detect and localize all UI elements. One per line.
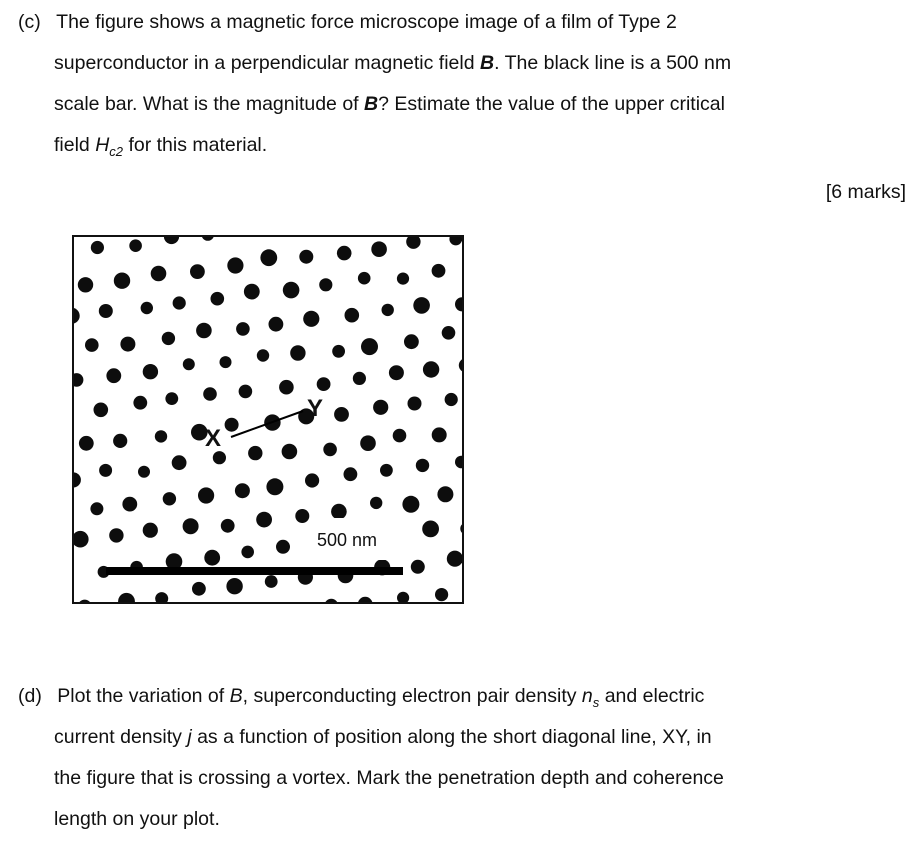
vortex-dot bbox=[99, 304, 113, 318]
vortex-dot bbox=[190, 264, 205, 279]
vortex-dot bbox=[165, 392, 178, 405]
vortex-dot bbox=[143, 523, 158, 538]
vortex-dot bbox=[437, 486, 453, 502]
vortex-dot bbox=[260, 249, 277, 266]
vortex-dot bbox=[183, 358, 195, 370]
vortex-dot bbox=[118, 593, 135, 604]
vortex-dot bbox=[332, 345, 345, 358]
vortex-dot bbox=[416, 459, 429, 472]
vortex-dot bbox=[244, 284, 260, 300]
vortex-dot bbox=[172, 455, 187, 470]
vortex-dot bbox=[155, 430, 167, 442]
vortex-dot bbox=[442, 326, 456, 340]
vortex-dot bbox=[91, 241, 104, 254]
vortex-dot bbox=[74, 308, 80, 324]
vortex-dot bbox=[380, 464, 393, 477]
vortex-dot bbox=[459, 358, 464, 372]
vortex-dot bbox=[256, 512, 272, 528]
question-d-line-4: length on your plot. bbox=[54, 808, 220, 830]
vortex-dot bbox=[455, 456, 464, 469]
vortex-dot bbox=[393, 429, 407, 443]
vortex-dot bbox=[106, 368, 121, 383]
vortex-dot bbox=[323, 443, 337, 457]
vortex-dot bbox=[397, 273, 409, 285]
question-c-line-2: superconductor in a perpendicular magnetic field B. The black line is a 500 nm bbox=[54, 52, 732, 74]
vortex-dot bbox=[143, 364, 158, 379]
vortex-dot bbox=[221, 519, 235, 533]
vortex-dot bbox=[99, 464, 112, 477]
question-c-text-1: The figure shows a magnetic force microscope image of a film of Type 2 bbox=[56, 11, 677, 33]
vortex-dot bbox=[408, 397, 422, 411]
vortex-dot bbox=[235, 483, 250, 498]
vortex-lattice-svg bbox=[74, 237, 464, 604]
vortex-lattice-image bbox=[72, 235, 464, 604]
vortex-dot bbox=[196, 323, 212, 339]
xy-diagonal-line bbox=[231, 411, 303, 437]
vortex-dot bbox=[432, 427, 447, 442]
vortex-dot bbox=[283, 282, 300, 299]
vortex-dot bbox=[305, 473, 319, 487]
vortex-dot bbox=[303, 311, 319, 327]
vortex-dot bbox=[192, 582, 206, 596]
vortex-dot bbox=[173, 296, 186, 309]
vortex-dot bbox=[361, 338, 378, 355]
vortex-dot bbox=[397, 592, 409, 604]
vortex-dot bbox=[74, 472, 81, 487]
vortex-dot bbox=[220, 356, 232, 368]
vortex-dot bbox=[162, 332, 175, 345]
vortex-dot bbox=[344, 467, 358, 481]
scale-bar bbox=[106, 567, 403, 575]
vortex-dot bbox=[353, 372, 366, 385]
vortex-dot bbox=[109, 528, 123, 542]
vortex-dot bbox=[331, 504, 347, 520]
vortex-dot bbox=[455, 297, 464, 311]
vortex-dot bbox=[404, 334, 419, 349]
vortex-dot bbox=[276, 540, 290, 554]
vortex-dot bbox=[257, 349, 269, 361]
vortex-dot bbox=[211, 292, 225, 306]
vortex-dot bbox=[432, 264, 446, 278]
vortex-dot bbox=[445, 393, 458, 406]
marks-allocation: [6 marks] bbox=[825, 181, 906, 203]
vortex-dot bbox=[202, 237, 215, 241]
vortex-dot bbox=[213, 451, 226, 464]
question-c-line-1 bbox=[18, 2, 677, 43]
vortex-dot bbox=[382, 304, 394, 316]
vortex-dot bbox=[120, 337, 135, 352]
vortex-dot bbox=[183, 518, 199, 534]
vortex-dot bbox=[113, 434, 127, 448]
vortex-dot bbox=[449, 237, 462, 245]
vortex-dot bbox=[317, 377, 331, 391]
vortex-dot bbox=[151, 266, 167, 282]
question-d-line-1: (d) Plot the variation of B, superconducting electron pair density $n_s$ and electric bbox=[18, 685, 705, 710]
point-x-label: X bbox=[205, 425, 222, 452]
question-d-line-2: current density j as a function of position along the short diagonal line, XY, in bbox=[54, 726, 712, 748]
question-d-line-3: the figure that is crossing a vortex. Mark the penetration depth and coherence bbox=[54, 767, 724, 789]
vortex-dot bbox=[203, 387, 217, 401]
vortex-dot bbox=[282, 444, 298, 460]
vortex-dot bbox=[155, 592, 168, 604]
vortex-dot bbox=[85, 338, 99, 352]
vortex-dot bbox=[133, 396, 147, 410]
vortex-dot bbox=[114, 273, 130, 289]
vortex-dot bbox=[334, 407, 349, 422]
vortex-dot bbox=[90, 502, 103, 515]
vortex-dot bbox=[325, 599, 339, 604]
vortex-dot bbox=[265, 575, 278, 588]
vortex-dot bbox=[141, 302, 153, 314]
vortex-dot bbox=[248, 446, 262, 460]
vortex-dot bbox=[389, 365, 404, 380]
vortex-dot bbox=[460, 522, 464, 534]
vortex-dot bbox=[358, 272, 371, 285]
vortex-dot bbox=[236, 322, 250, 336]
vortex-dot bbox=[225, 418, 239, 432]
vortex-dot bbox=[423, 361, 439, 377]
vortex-dot bbox=[373, 400, 388, 415]
vortex-dot bbox=[279, 380, 294, 395]
vortex-dot bbox=[319, 278, 332, 291]
vortex-dot bbox=[79, 436, 94, 451]
vortex-dot bbox=[358, 597, 373, 604]
vortex-dot bbox=[411, 560, 425, 574]
vortex-dot bbox=[204, 550, 220, 566]
point-y-label: Y bbox=[307, 395, 324, 422]
vortex-dot bbox=[406, 237, 420, 249]
vortex-dot bbox=[295, 509, 309, 523]
vortex-dot bbox=[413, 297, 430, 314]
vortex-dot bbox=[422, 521, 439, 538]
vortex-dot bbox=[164, 237, 179, 244]
question-d-label: (d) bbox=[18, 685, 42, 707]
vortex-dot bbox=[345, 308, 360, 323]
vortex-dot bbox=[198, 487, 214, 503]
vortex-dot bbox=[402, 496, 419, 513]
vortex-dot bbox=[266, 478, 283, 495]
vortex-dot bbox=[239, 385, 253, 399]
vortex-dot bbox=[163, 492, 176, 505]
vortex-dot bbox=[226, 578, 242, 594]
vortex-dot bbox=[138, 466, 150, 478]
vortex-dot bbox=[360, 435, 376, 451]
vortex-dot bbox=[290, 345, 305, 360]
scale-bar-label: 500 nm bbox=[317, 530, 378, 550]
vortex-dot bbox=[269, 317, 284, 332]
vortex-dot bbox=[78, 600, 91, 604]
question-c-line-4: field $H_{c2}$ for this material. bbox=[54, 134, 268, 159]
vortex-dot bbox=[447, 551, 463, 567]
question-c-label: (c) bbox=[18, 11, 41, 33]
vortex-dot bbox=[371, 241, 387, 257]
vortex-dot bbox=[299, 250, 313, 264]
vortex-dot bbox=[129, 239, 142, 252]
vortex-dot bbox=[78, 277, 93, 292]
vortex-dot bbox=[94, 403, 109, 418]
vortex-dot bbox=[74, 531, 89, 548]
vortex-dot bbox=[241, 546, 254, 559]
vortex-dot bbox=[337, 246, 352, 261]
vortex-dot bbox=[74, 373, 83, 387]
vortex-dot bbox=[370, 497, 382, 509]
vortex-dot bbox=[227, 257, 243, 273]
vortex-dot bbox=[435, 588, 448, 601]
vortex-dot bbox=[122, 497, 137, 512]
question-c-line-3: scale bar. What is the magnitude of B? Estimate the value of the upper critical bbox=[54, 93, 725, 115]
